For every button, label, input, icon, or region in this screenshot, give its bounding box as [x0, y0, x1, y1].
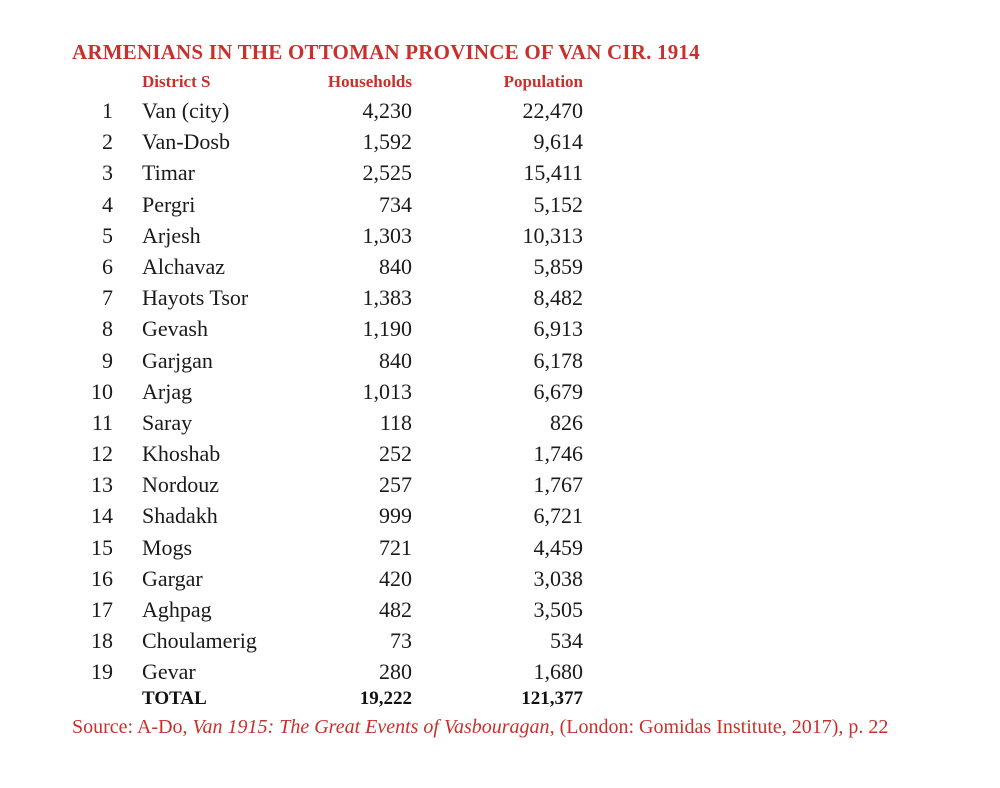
row-population: 5,152 — [533, 191, 583, 217]
row-population: 6,679 — [533, 378, 583, 404]
table-row — [0, 439, 1000, 470]
source-suffix: , (London: Gomidas Institute, 2017), p. 22 — [549, 716, 889, 738]
row-district: Mogs — [142, 534, 193, 560]
row-number: 9 — [102, 347, 113, 373]
table-row — [0, 283, 1000, 314]
row-district: Van-Dosb — [142, 129, 230, 155]
row-households: 721 — [379, 534, 412, 560]
row-population: 15,411 — [523, 160, 583, 186]
row-number: 16 — [91, 565, 113, 591]
row-households: 1,303 — [362, 222, 412, 248]
row-population: 1,680 — [533, 659, 583, 685]
table-row — [0, 377, 1000, 408]
row-households: 1,190 — [362, 316, 412, 342]
header-district: District S — [142, 72, 211, 91]
table-row — [0, 221, 1000, 252]
row-population: 534 — [550, 628, 583, 654]
row-district: Gevash — [142, 316, 208, 342]
row-district: Van (city) — [142, 98, 230, 123]
row-number: 12 — [91, 441, 113, 467]
row-households: 2,525 — [362, 160, 412, 186]
row-number: 15 — [91, 534, 113, 560]
row-households: 1,383 — [362, 285, 412, 311]
row-households: 1,013 — [362, 378, 412, 404]
row-number: 13 — [91, 472, 113, 498]
row-number: 17 — [91, 597, 113, 622]
row-district: Saray — [142, 409, 193, 435]
row-households: 4,230 — [362, 98, 412, 123]
row-households: 252 — [379, 441, 412, 467]
row-households: 840 — [379, 347, 412, 373]
row-number: 6 — [102, 253, 113, 279]
table-row — [0, 346, 1000, 377]
table-row — [0, 595, 1000, 626]
total-row — [0, 688, 1000, 712]
row-population: 3,038 — [533, 565, 583, 591]
row-number: 18 — [91, 628, 113, 654]
row-households: 420 — [379, 565, 412, 591]
row-district: Garjgan — [142, 347, 213, 373]
row-district: Khoshab — [142, 441, 221, 467]
table-header — [0, 72, 1000, 96]
total-label: TOTAL — [142, 688, 207, 709]
table-row — [0, 408, 1000, 439]
row-number: 5 — [102, 222, 113, 248]
row-population: 6,721 — [533, 503, 583, 529]
row-district: Alchavaz — [142, 253, 226, 279]
source-work-title: Van 1915: The Great Events of Vasbouragan — [192, 716, 550, 738]
row-number: 1 — [102, 98, 113, 123]
row-district: Pergri — [142, 191, 196, 217]
row-district: Arjesh — [142, 222, 201, 248]
row-population: 1,746 — [533, 441, 583, 467]
row-households: 840 — [379, 253, 412, 279]
row-households: 1,592 — [362, 129, 412, 155]
row-number: 7 — [102, 285, 113, 311]
source-prefix: Source: A-Do, — [72, 716, 193, 738]
row-district: Hayots Tsor — [142, 285, 249, 311]
row-number: 2 — [102, 129, 113, 155]
row-number: 10 — [91, 378, 113, 404]
row-households: 999 — [379, 503, 412, 529]
row-population: 22,470 — [522, 98, 583, 123]
row-population: 1,767 — [533, 472, 583, 498]
table-row — [0, 96, 1000, 127]
table-row — [0, 252, 1000, 283]
table-row — [0, 314, 1000, 345]
table-row — [0, 470, 1000, 501]
table-row — [0, 564, 1000, 595]
row-number: 8 — [102, 316, 113, 342]
row-district: Shadakh — [142, 503, 218, 529]
row-district: Gevar — [142, 659, 196, 685]
row-households: 280 — [379, 659, 412, 685]
row-households: 482 — [379, 597, 412, 622]
table-row — [0, 158, 1000, 189]
row-number: 4 — [102, 191, 113, 217]
row-population: 826 — [550, 409, 583, 435]
row-district: Arjag — [142, 378, 193, 404]
row-population: 6,178 — [533, 347, 583, 373]
row-number: 14 — [91, 503, 113, 529]
total-households: 19,222 — [359, 688, 412, 709]
table-row — [0, 533, 1000, 564]
table-row — [0, 190, 1000, 221]
total-population: 121,377 — [521, 688, 583, 709]
row-district: Gargar — [142, 565, 203, 591]
table-title: ARMENIANS IN THE OTTOMAN PROVINCE OF VAN CIR. 1914 — [72, 40, 700, 64]
row-district: Aghpag — [142, 597, 212, 622]
row-households: 734 — [379, 191, 412, 217]
row-district: Timar — [142, 160, 195, 186]
header-population: Population — [503, 72, 583, 91]
table-row — [0, 127, 1000, 158]
table-row — [0, 626, 1000, 657]
row-population: 6,913 — [533, 316, 583, 342]
row-population: 3,505 — [533, 597, 583, 622]
source-citation — [72, 716, 888, 739]
row-population: 5,859 — [533, 253, 583, 279]
row-number: 11 — [91, 409, 113, 435]
row-population: 10,313 — [522, 222, 583, 248]
table-row — [0, 501, 1000, 532]
row-population: 4,459 — [533, 534, 583, 560]
row-population: 8,482 — [533, 285, 583, 311]
table-body — [0, 96, 1000, 689]
row-households: 257 — [379, 472, 412, 498]
table-row — [0, 657, 1000, 688]
row-number: 3 — [102, 160, 113, 186]
row-district: Choulamerig — [142, 628, 257, 654]
row-district: Nordouz — [142, 472, 219, 498]
row-households: 73 — [390, 628, 412, 654]
row-number: 19 — [91, 659, 113, 685]
row-households: 118 — [379, 409, 412, 435]
row-population: 9,614 — [533, 129, 583, 155]
header-households: Households — [327, 72, 412, 91]
